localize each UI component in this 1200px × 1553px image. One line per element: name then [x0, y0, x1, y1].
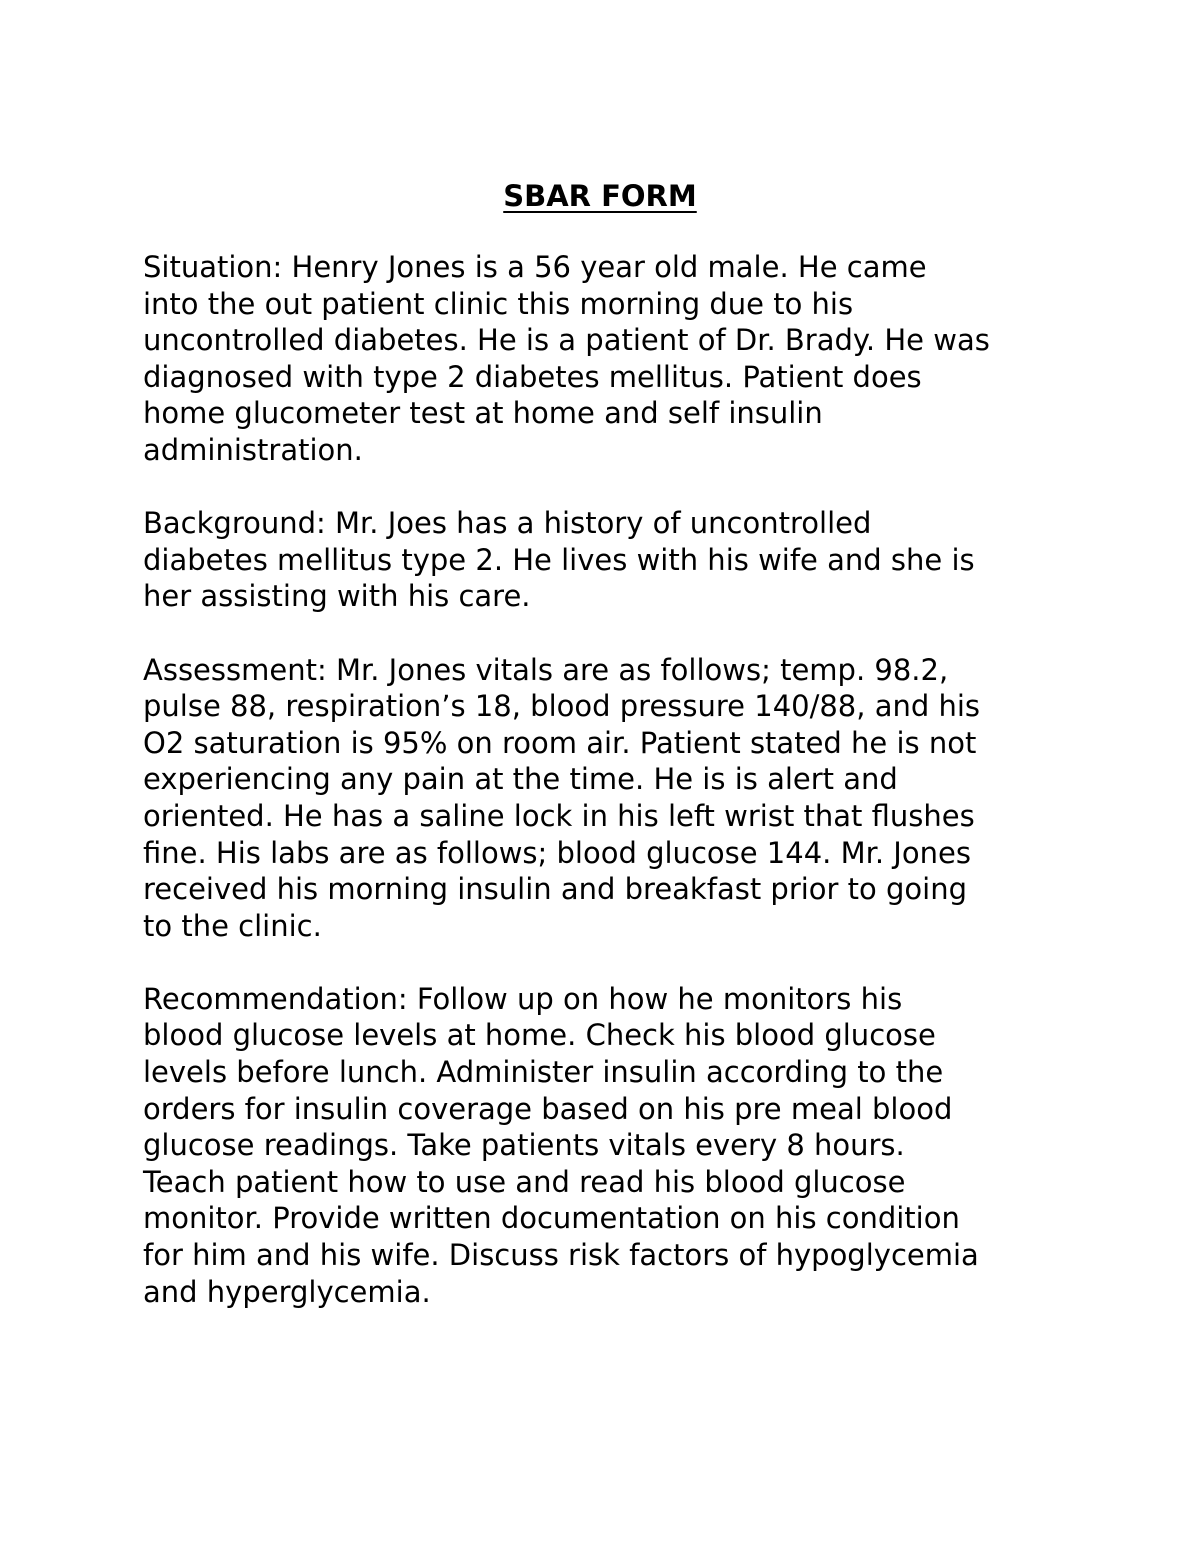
text-line: Situation: Henry Jones is a 56 year old male. He came [143, 250, 927, 284]
paragraph-recommendation [143, 981, 1073, 1310]
text-line: diabetes mellitus type 2. He lives with his wife and she is [143, 542, 975, 577]
paragraph-situation [143, 249, 1073, 469]
text-line: orders for insulin coverage based on his pre meal blood [143, 1091, 953, 1126]
text-line: pulse 88, respiration’s 18, blood pressure 140/88, and his [143, 689, 981, 724]
text-line: Teach patient how to use and read his blood glucose [143, 1164, 906, 1199]
text-line: diagnosed with type 2 diabetes mellitus. Patient does [143, 359, 922, 394]
text-line: experiencing any pain at the time. He is is alert and [143, 762, 898, 797]
text-line: into the out patient clinic this morning due to his [143, 286, 854, 321]
text-line: and hyperglycemia. [143, 1274, 431, 1309]
paragraph-assessment [143, 652, 1073, 945]
text-line: blood glucose levels at home. Check his blood glucose [143, 1018, 936, 1053]
text-line: uncontrolled diabetes. He is a patient of Dr. Brady. He was [143, 323, 990, 358]
document-body [143, 249, 1073, 1347]
paragraph-background [143, 505, 1073, 615]
text-line: Background: Mr. Joes has a history of uncontrolled [143, 506, 872, 541]
text-line: her assisting with his care. [143, 579, 531, 614]
text-line: received his morning insulin and breakfast prior to going [143, 872, 968, 907]
text-line: home glucometer test at home and self insulin [143, 396, 823, 431]
text-line: levels before lunch. Administer insulin according to the [143, 1055, 944, 1090]
text-line: Recommendation: Follow up on how he monitors his [143, 981, 903, 1016]
text-line: Assessment: Mr. Jones vitals are as follows; temp. 98.2, [143, 652, 949, 687]
text-line: oriented. He has a saline lock in his left wrist that flushes [143, 798, 975, 833]
text-line: monitor. Provide written documentation on his condition [143, 1201, 960, 1236]
text-line: O2 saturation is 95% on room air. Patient stated he is not [143, 725, 977, 760]
text-line: administration. [143, 432, 363, 467]
text-line: to the clinic. [143, 908, 322, 943]
document-title: SBAR FORM [503, 179, 697, 213]
text-line: fine. His labs are as follows; blood glucose 144. Mr. Jones [143, 835, 971, 870]
text-line: for him and his wife. Discuss risk factors of hypoglycemia [143, 1238, 979, 1273]
text-line: glucose readings. Take patients vitals every 8 hours. [143, 1128, 905, 1163]
